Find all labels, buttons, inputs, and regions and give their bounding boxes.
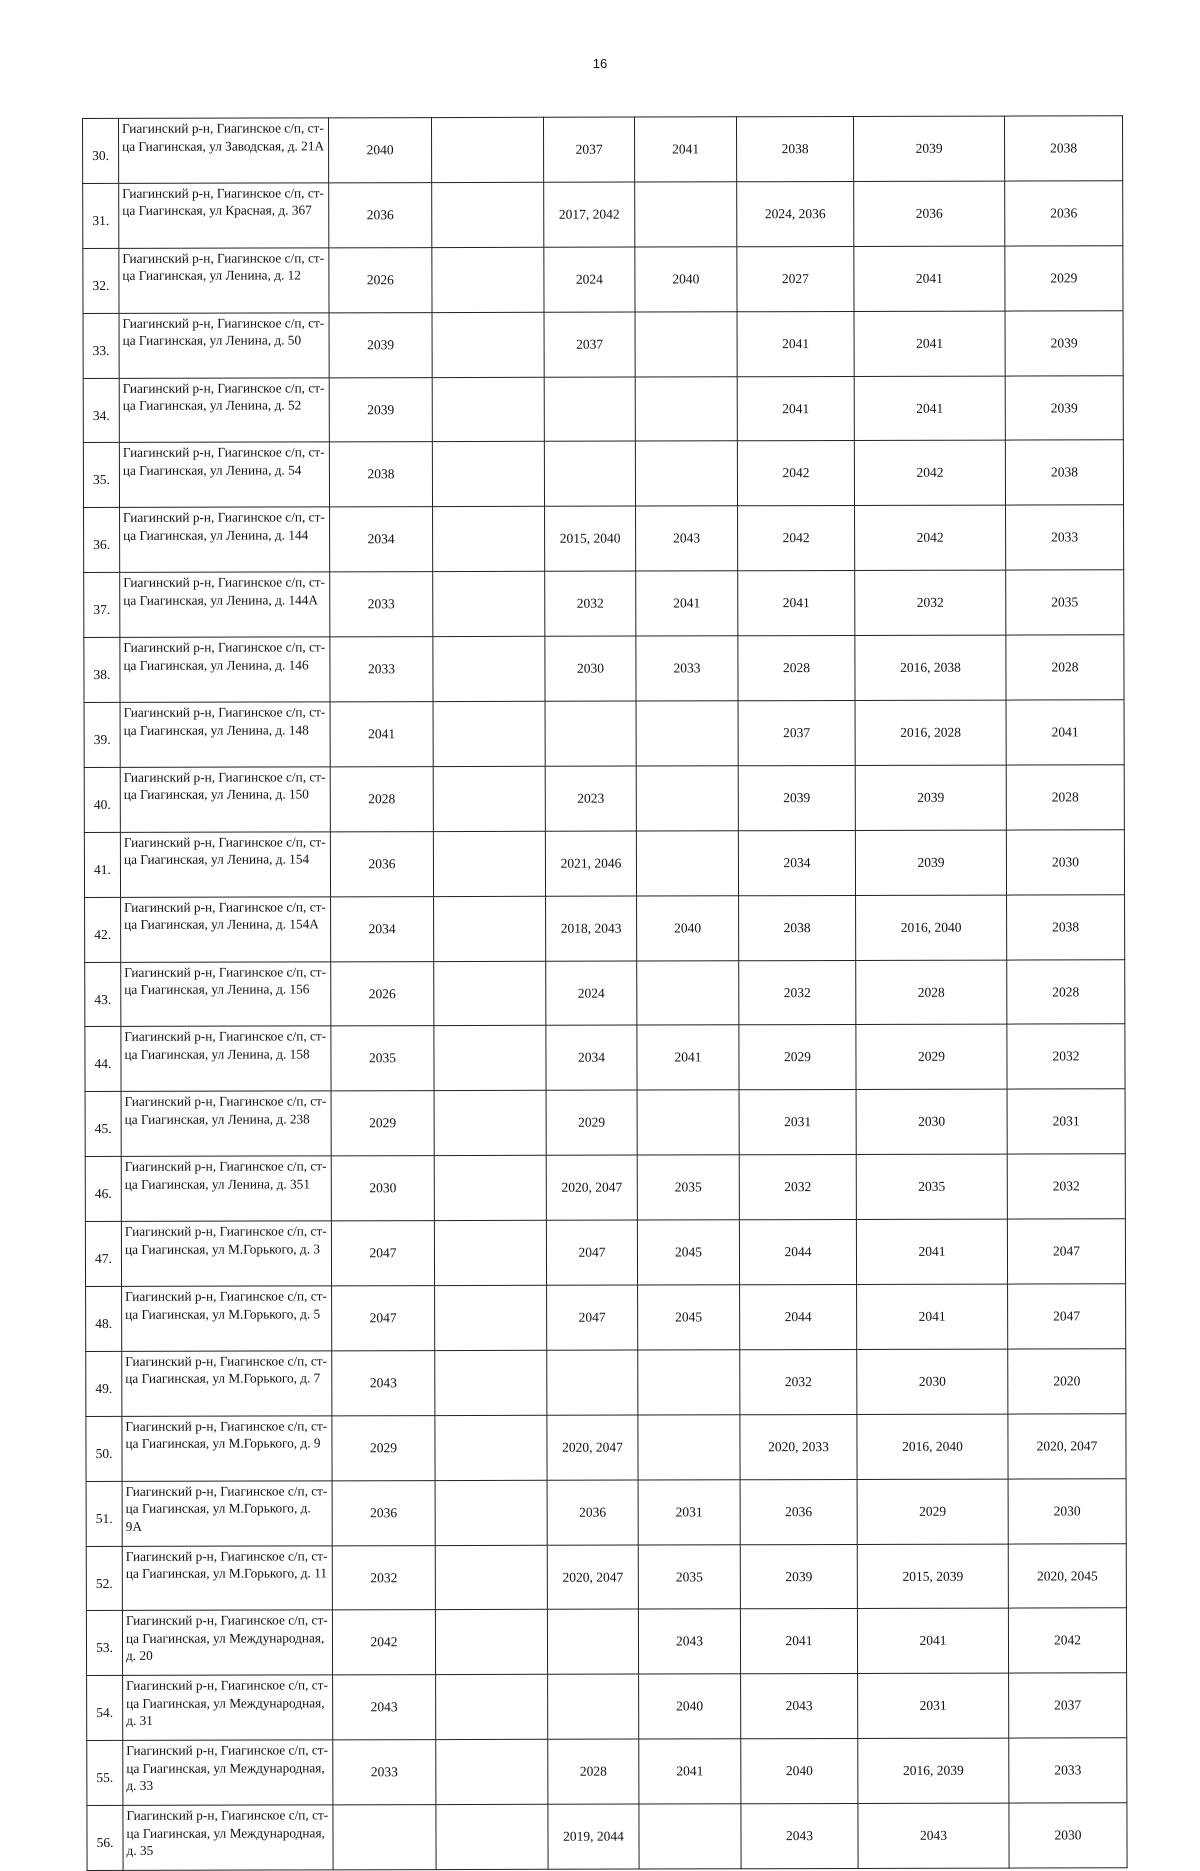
year-cell-col4: [432, 117, 544, 182]
year-cell-col9: 2030: [1009, 1803, 1127, 1868]
row-number-cell: 50.: [86, 1416, 122, 1481]
table-row: [87, 1738, 1127, 1806]
year-cell-col4: [434, 961, 546, 1026]
year-cell-col8: 2016, 2039: [858, 1738, 1009, 1803]
address-cell: Гиагинский р-н, Гиагинское с/п, ст-ца Гиагинская, ул Ленина, д. 238: [121, 1091, 331, 1156]
year-cell-col4: [436, 1740, 548, 1805]
year-cell-col8: 2039: [855, 830, 1006, 895]
row-number-cell: 53.: [86, 1611, 122, 1676]
year-cell-col8: 2039: [855, 765, 1006, 830]
address-cell: Гиагинский р-н, Гиагинское с/п, ст-ца Гиагинская, ул Ленина, д. 146: [120, 637, 330, 702]
year-cell-col4: [433, 636, 545, 701]
row-number-cell: 56.: [87, 1806, 123, 1871]
address-cell: Гиагинский р-н, Гиагинское с/п, ст-ца Гиагинская, ул Ленина, д. 52: [119, 377, 329, 442]
year-cell-col5: 2029: [546, 1090, 637, 1155]
table-row: [86, 1543, 1126, 1611]
year-cell-col5: 2020, 2047: [547, 1545, 638, 1610]
year-cell-col5: 2034: [546, 1026, 637, 1091]
year-cell-col8: 2016, 2028: [855, 700, 1006, 765]
year-cell-col5: [544, 442, 635, 507]
row-number-cell: 44.: [85, 1027, 121, 1092]
year-cell-col7: 2020, 2033: [740, 1414, 857, 1479]
year-cell-col6: [635, 182, 737, 247]
year-cell-col3: 2035: [331, 1026, 434, 1091]
year-cell-col3: 2038: [329, 442, 432, 507]
year-cell-col7: 2037: [738, 700, 855, 765]
year-cell-col6: [636, 766, 738, 831]
year-cell-col9: 2028: [1006, 635, 1124, 700]
table-row: [87, 1673, 1127, 1741]
year-cell-col8: 2032: [855, 570, 1006, 635]
row-number-cell: 31.: [83, 183, 119, 248]
year-cell-col3: 2029: [332, 1415, 435, 1480]
address-cell: Гиагинский р-н, Гиагинское с/п, ст-ца Гиагинская, ул М.Горького, д. 9: [122, 1416, 332, 1481]
year-cell-col9: 2020: [1008, 1349, 1126, 1414]
year-cell-col4: [435, 1285, 547, 1350]
year-cell-col8: 2030: [856, 1089, 1007, 1154]
address-cell: Гиагинский р-н, Гиагинское с/п, ст-ца Гиагинская, ул Заводская, д. 21А: [119, 118, 329, 183]
year-cell-col5: 2030: [545, 636, 636, 701]
year-cell-col4: [434, 1156, 546, 1221]
year-cell-col8: 2030: [857, 1349, 1008, 1414]
year-cell-col7: 2041: [738, 571, 855, 636]
year-cell-col8: 2041: [854, 246, 1005, 311]
year-cell-col9: 2033: [1006, 505, 1124, 570]
year-cell-col6: 2043: [638, 1609, 740, 1674]
address-cell: Гиагинский р-н, Гиагинское с/п, ст-ца Гиагинская, ул Международная, д. 31: [123, 1675, 333, 1740]
year-cell-col7: 2036: [740, 1479, 857, 1544]
row-number-cell: 32.: [83, 248, 119, 313]
row-number-cell: 49.: [86, 1351, 122, 1416]
year-cell-col4: [432, 442, 544, 507]
year-cell-col4: [435, 1350, 547, 1415]
address-cell: Гиагинский р-н, Гиагинское с/п, ст-ца Гиагинская, ул Ленина, д. 351: [121, 1156, 331, 1221]
table-row: [86, 1414, 1126, 1482]
year-cell-col5: 2019, 2044: [548, 1804, 639, 1869]
year-cell-col6: 2043: [636, 506, 738, 571]
table-row: [84, 635, 1124, 703]
year-cell-col5: [545, 701, 636, 766]
table-row: [84, 765, 1124, 833]
year-cell-col5: 2037: [544, 312, 635, 377]
year-cell-col4: [434, 896, 546, 961]
year-cell-col6: 2033: [636, 636, 738, 701]
year-cell-col3: 2026: [329, 247, 432, 312]
year-cell-col4: [433, 507, 545, 572]
row-number-cell: 39.: [84, 702, 120, 767]
row-number-cell: 45.: [85, 1092, 121, 1157]
year-cell-col8: 2042: [854, 441, 1005, 506]
year-cell-col6: [639, 1804, 741, 1869]
table-body: [83, 116, 1128, 1871]
year-cell-col3: 2033: [330, 572, 433, 637]
address-cell: Гиагинский р-н, Гиагинское с/п, ст-ца Гиагинская, ул Международная, д. 33: [123, 1740, 333, 1805]
year-cell-col3: [333, 1805, 436, 1870]
year-cell-col9: 2037: [1009, 1673, 1127, 1738]
year-cell-col9: 2028: [1007, 959, 1125, 1024]
year-cell-col9: 2038: [1005, 440, 1123, 505]
year-cell-col6: 2041: [637, 1025, 739, 1090]
address-cell: Гиагинский р-н, Гиагинское с/п, ст-ца Гиагинская, ул Ленина, д. 144: [120, 507, 330, 572]
year-cell-col7: 2032: [739, 1155, 856, 1220]
year-cell-col3: 2041: [330, 702, 433, 767]
table-row: [85, 1154, 1125, 1222]
table-row: [83, 440, 1123, 508]
year-cell-col9: 2028: [1006, 765, 1124, 830]
year-cell-col8: 2041: [856, 1219, 1007, 1284]
year-cell-col5: 2047: [546, 1220, 637, 1285]
year-cell-col9: 2020, 2045: [1008, 1543, 1126, 1608]
year-cell-col3: 2030: [331, 1156, 434, 1221]
year-cell-col8: 2041: [857, 1609, 1008, 1674]
row-number-cell: 46.: [85, 1157, 121, 1222]
year-cell-col6: 2040: [639, 1674, 741, 1739]
year-cell-col7: 2032: [739, 960, 856, 1025]
address-cell: Гиагинский р-н, Гиагинское с/п, ст-ца Гиагинская, ул Ленина, д. 158: [121, 1026, 331, 1091]
year-cell-col9: 2038: [1007, 894, 1125, 959]
year-cell-col9: 2047: [1007, 1219, 1125, 1284]
address-cell: Гиагинский р-н, Гиагинское с/п, ст-ца Гиагинская, ул Ленина, д. 156: [121, 961, 331, 1026]
year-cell-col9: 2030: [1008, 1478, 1126, 1543]
year-cell-col5: 2032: [545, 571, 636, 636]
table-row: [83, 310, 1123, 378]
year-cell-col5: 2024: [546, 961, 637, 1026]
year-cell-col5: 2028: [548, 1739, 639, 1804]
year-cell-col6: 2041: [636, 571, 738, 636]
year-cell-col5: 2024: [544, 247, 635, 312]
year-cell-col3: 2043: [333, 1675, 436, 1740]
year-cell-col9: 2036: [1005, 181, 1123, 246]
year-cell-col9: 2029: [1005, 246, 1123, 311]
table-row: [85, 1089, 1125, 1157]
year-cell-col7: 2044: [739, 1220, 856, 1285]
table-row: [83, 116, 1123, 184]
year-cell-col4: [433, 766, 545, 831]
year-cell-col6: [635, 311, 737, 376]
year-cell-col5: [544, 377, 635, 442]
year-cell-col7: 2041: [737, 376, 854, 441]
year-cell-col4: [434, 1091, 546, 1156]
year-cell-col8: 2042: [855, 505, 1006, 570]
address-cell: Гиагинский р-н, Гиагинское с/п, ст-ца Гиагинская, ул Ленина, д. 144А: [120, 572, 330, 637]
address-cell: Гиагинский р-н, Гиагинское с/п, ст-ца Гиагинская, ул Ленина, д. 154: [120, 832, 330, 897]
table-row: [86, 1478, 1126, 1546]
year-cell-col4: [432, 182, 544, 247]
address-cell: Гиагинский р-н, Гиагинское с/п, ст-ца Гиагинская, ул Ленина, д. 150: [120, 767, 330, 832]
address-cell: Гиагинский р-н, Гиагинское с/п, ст-ца Гиагинская, ул М.Горького, д. 11: [122, 1545, 332, 1610]
year-cell-col7: 2041: [740, 1609, 857, 1674]
row-number-cell: 36.: [84, 508, 120, 573]
table-row: [84, 700, 1124, 768]
address-cell: Гиагинский р-н, Гиагинское с/п, ст-ца Гиагинская, ул М.Горького, д. 7: [122, 1351, 332, 1416]
year-cell-col5: 2037: [543, 117, 634, 182]
year-cell-col9: 2041: [1006, 700, 1124, 765]
year-cell-col5: 2036: [547, 1480, 638, 1545]
year-cell-col6: [638, 1415, 740, 1480]
year-cell-col3: 2047: [331, 1221, 434, 1286]
address-cell: Гиагинский р-н, Гиагинское с/п, ст-ца Гиагинская, ул Красная, д. 367: [119, 183, 329, 248]
year-cell-col6: [635, 376, 737, 441]
year-cell-col9: 2032: [1007, 1024, 1125, 1089]
year-cell-col7: 2029: [739, 1025, 856, 1090]
table-row: [86, 1349, 1126, 1417]
year-cell-col9: 2031: [1007, 1089, 1125, 1154]
address-cell: Гиагинский р-н, Гиагинское с/п, ст-ца Гиагинская, ул Международная, д. 20: [122, 1610, 332, 1675]
year-cell-col5: 2023: [545, 766, 636, 831]
row-number-cell: 33.: [83, 313, 119, 378]
year-cell-col8: 2016, 2040: [856, 895, 1007, 960]
year-cell-col3: 2033: [330, 637, 433, 702]
year-cell-col4: [432, 312, 544, 377]
year-cell-col7: 2042: [737, 441, 854, 506]
year-cell-col7: 2028: [738, 636, 855, 701]
year-cell-col9: 2032: [1007, 1154, 1125, 1219]
year-cell-col7: 2039: [740, 1544, 857, 1609]
table-row: [86, 1284, 1126, 1352]
address-cell: Гиагинский р-н, Гиагинское с/п, ст-ца Гиагинская, ул М.Горького, д. 9А: [122, 1481, 332, 1546]
row-number-cell: 54.: [87, 1676, 123, 1741]
year-cell-col9: 2020, 2047: [1008, 1414, 1126, 1479]
year-cell-col6: 2041: [634, 117, 736, 182]
year-cell-col8: 2031: [858, 1673, 1009, 1738]
year-cell-col8: 2029: [856, 1025, 1007, 1090]
address-cell: Гиагинский р-н, Гиагинское с/п, ст-ца Гиагинская, ул Ленина, д. 148: [120, 702, 330, 767]
year-cell-col9: 2039: [1005, 375, 1123, 440]
table-row: [86, 1608, 1126, 1676]
repair-schedule-table: [82, 115, 1128, 1871]
year-cell-col5: 2015, 2040: [545, 506, 636, 571]
year-cell-col4: [435, 1610, 547, 1675]
table-row: [83, 246, 1123, 314]
year-cell-col9: 2030: [1006, 830, 1124, 895]
year-cell-col7: 2027: [737, 246, 854, 311]
year-cell-col5: 2020, 2047: [546, 1155, 637, 1220]
table-row: [85, 1024, 1125, 1092]
year-cell-col3: 2036: [329, 182, 432, 247]
year-cell-col8: 2015, 2039: [857, 1544, 1008, 1609]
year-cell-col8: 2016, 2040: [857, 1414, 1008, 1479]
year-cell-col4: [433, 572, 545, 637]
address-cell: Гиагинский р-н, Гиагинское с/п, ст-ца Гиагинская, ул Международная, д. 35: [123, 1805, 333, 1870]
year-cell-col7: 2034: [738, 830, 855, 895]
address-cell: Гиагинский р-н, Гиагинское с/п, ст-ца Гиагинская, ул Ленина, д. 154А: [121, 897, 331, 962]
year-cell-col8: 2041: [854, 311, 1005, 376]
row-number-cell: 34.: [83, 378, 119, 443]
year-cell-col9: 2035: [1006, 570, 1124, 635]
year-cell-col8: 2016, 2038: [855, 635, 1006, 700]
year-cell-col6: [636, 701, 738, 766]
year-cell-col7: 2038: [736, 116, 853, 181]
row-number-cell: 35.: [83, 443, 119, 508]
table-row: [85, 959, 1125, 1027]
year-cell-col3: 2028: [330, 766, 433, 831]
year-cell-col8: 2039: [853, 116, 1004, 181]
address-cell: Гиагинский р-н, Гиагинское с/п, ст-ца Гиагинская, ул Ленина, д. 50: [119, 313, 329, 378]
year-cell-col6: 2040: [635, 247, 737, 312]
year-cell-col6: [638, 1350, 740, 1415]
row-number-cell: 48.: [86, 1286, 122, 1351]
year-cell-col4: [434, 1026, 546, 1091]
table-row: [84, 830, 1124, 898]
year-cell-col3: 2036: [332, 1480, 435, 1545]
year-cell-col7: 2044: [740, 1285, 857, 1350]
year-cell-col6: [635, 441, 737, 506]
year-cell-col4: [433, 701, 545, 766]
row-number-cell: 47.: [85, 1222, 121, 1287]
address-cell: Гиагинский р-н, Гиагинское с/п, ст-ца Гиагинская, ул Ленина, д. 54: [119, 442, 329, 507]
year-cell-col7: 2041: [737, 311, 854, 376]
year-cell-col7: 2043: [741, 1674, 858, 1739]
page-number: 16: [592, 56, 608, 71]
address-cell: Гиагинский р-н, Гиагинское с/п, ст-ца Гиагинская, ул М.Горького, д. 5: [122, 1286, 332, 1351]
year-cell-col7: 2042: [738, 506, 855, 571]
year-cell-col9: 2038: [1004, 116, 1122, 181]
year-cell-col5: 2018, 2043: [546, 896, 637, 961]
year-cell-col6: 2035: [638, 1544, 740, 1609]
year-cell-col3: 2034: [331, 896, 434, 961]
address-cell: Гиагинский р-н, Гиагинское с/п, ст-ца Гиагинская, ул М.Горького, д. 3: [121, 1221, 331, 1286]
year-cell-col6: 2031: [638, 1479, 740, 1544]
year-cell-col6: 2040: [637, 895, 739, 960]
year-cell-col3: 2039: [329, 377, 432, 442]
year-cell-col3: 2033: [333, 1740, 436, 1805]
year-cell-col4: [433, 831, 545, 896]
year-cell-col4: [434, 1220, 546, 1285]
year-cell-col4: [436, 1675, 548, 1740]
year-cell-col6: 2045: [637, 1220, 739, 1285]
year-cell-col3: 2047: [332, 1286, 435, 1351]
year-cell-col8: 2036: [854, 181, 1005, 246]
table-row: [85, 894, 1125, 962]
year-cell-col6: [637, 960, 739, 1025]
year-cell-col7: 2038: [739, 895, 856, 960]
year-cell-col9: 2033: [1009, 1738, 1127, 1803]
year-cell-col5: [548, 1674, 639, 1739]
year-cell-col3: 2036: [330, 831, 433, 896]
row-number-cell: 43.: [85, 962, 121, 1027]
year-cell-col8: 2043: [858, 1803, 1009, 1868]
year-cell-col8: 2029: [857, 1479, 1008, 1544]
year-cell-col6: 2041: [639, 1739, 741, 1804]
table-row: [85, 1219, 1125, 1287]
year-cell-col3: 2032: [332, 1545, 435, 1610]
address-cell: Гиагинский р-н, Гиагинское с/п, ст-ца Гиагинская, ул Ленина, д. 12: [119, 248, 329, 313]
row-number-cell: 38.: [84, 638, 120, 703]
year-cell-col9: 2042: [1008, 1608, 1126, 1673]
row-number-cell: 37.: [84, 573, 120, 638]
year-cell-col7: 2039: [738, 765, 855, 830]
year-cell-col8: 2041: [854, 376, 1005, 441]
year-cell-col5: 2017, 2042: [544, 182, 635, 247]
year-cell-col8: 2028: [856, 960, 1007, 1025]
table-row: [84, 505, 1124, 573]
year-cell-col4: [435, 1480, 547, 1545]
year-cell-col6: 2035: [637, 1155, 739, 1220]
row-number-cell: 51.: [86, 1481, 122, 1546]
year-cell-col3: 2042: [332, 1610, 435, 1675]
row-number-cell: 52.: [86, 1546, 122, 1611]
year-cell-col7: 2043: [741, 1804, 858, 1869]
year-cell-col5: 2021, 2046: [545, 831, 636, 896]
table-row: [87, 1803, 1127, 1871]
year-cell-col3: 2026: [331, 961, 434, 1026]
year-cell-col8: 2041: [857, 1284, 1008, 1349]
year-cell-col9: 2047: [1008, 1284, 1126, 1349]
year-cell-col4: [435, 1415, 547, 1480]
year-cell-col3: 2040: [329, 118, 432, 183]
year-cell-col6: 2045: [638, 1285, 740, 1350]
year-cell-col5: 2020, 2047: [547, 1415, 638, 1480]
year-cell-col3: 2029: [331, 1091, 434, 1156]
year-cell-col4: [432, 247, 544, 312]
row-number-cell: 42.: [85, 897, 121, 962]
year-cell-col6: [637, 1090, 739, 1155]
year-cell-col7: 2031: [739, 1090, 856, 1155]
year-cell-col4: [432, 377, 544, 442]
year-cell-col7: 2032: [740, 1349, 857, 1414]
year-cell-col4: [436, 1804, 548, 1869]
year-cell-col6: [636, 831, 738, 896]
year-cell-col5: 2047: [547, 1285, 638, 1350]
row-number-cell: 55.: [87, 1741, 123, 1806]
table-row: [83, 375, 1123, 443]
year-cell-col5: [547, 1610, 638, 1675]
year-cell-col3: 2043: [332, 1351, 435, 1416]
year-cell-col8: 2035: [856, 1154, 1007, 1219]
year-cell-col9: 2039: [1005, 310, 1123, 375]
table-row: [84, 570, 1124, 638]
row-number-cell: 30.: [83, 118, 119, 183]
year-cell-col3: 2034: [330, 507, 433, 572]
year-cell-col4: [435, 1545, 547, 1610]
year-cell-col7: 2024, 2036: [737, 181, 854, 246]
year-cell-col5: [547, 1350, 638, 1415]
row-number-cell: 40.: [84, 767, 120, 832]
row-number-cell: 41.: [84, 832, 120, 897]
year-cell-col3: 2039: [329, 312, 432, 377]
year-cell-col7: 2040: [741, 1739, 858, 1804]
table-row: [83, 181, 1123, 249]
